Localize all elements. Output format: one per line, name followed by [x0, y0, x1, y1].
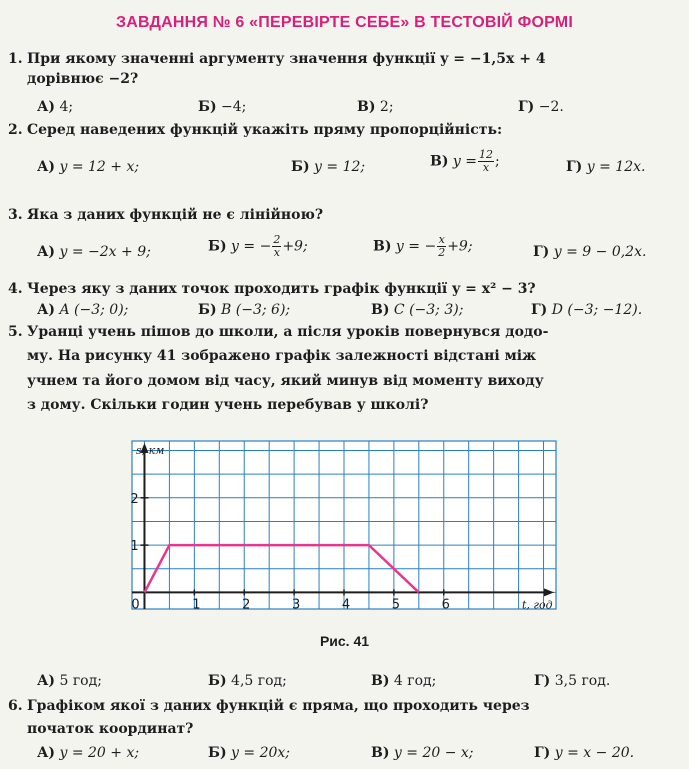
answer-option-d[interactable]: Г) −2. — [518, 99, 564, 115]
fraction: $\frac{x}{2}$ — [438, 233, 446, 259]
question-text: Яка з даних функцій не є лінійною? — [27, 207, 324, 223]
x-tick-label: 3 — [291, 597, 301, 613]
question-text: Серед наведених функцій укажіть пряму пропорційність: — [27, 122, 503, 138]
question-number: 5. — [8, 324, 23, 340]
question-text: дорівнює −2? — [27, 71, 139, 87]
answer-option-b[interactable]: Б) y = − $\frac{2}{x}$ +9; — [208, 233, 308, 259]
question-text: учнем та його домом від часу, який минув від моменту виходу — [27, 373, 544, 389]
answer-option-b[interactable]: Б) −4; — [198, 99, 247, 115]
x-tick-label: 4 — [341, 597, 351, 613]
question-number: 4. — [8, 281, 23, 297]
x-tick-label: 6 — [441, 597, 450, 613]
answer-option-a[interactable]: А) y = 20 + x; — [37, 745, 140, 761]
answer-option-c[interactable]: В) y = − $\frac{x}{2}$ +9; — [373, 233, 473, 259]
x-tick-label: 2 — [242, 597, 251, 613]
fraction: $\frac{12}{x}$ — [479, 148, 494, 174]
question-text: Графіком якої з даних функцій є пряма, що проходить через — [27, 698, 530, 714]
x-tick-label: 1 — [192, 597, 201, 613]
y-tick-label: 1 — [130, 539, 139, 555]
answer-option-a[interactable]: А) y = −2x + 9; — [37, 244, 151, 260]
answer-option-c[interactable]: В) y = 20 − x; — [371, 745, 474, 761]
answer-option-b[interactable]: Б) 4,5 год; — [208, 673, 287, 689]
x-tick-label: 0 — [131, 597, 140, 613]
answer-option-c[interactable]: В) 4 год; — [371, 673, 437, 689]
y-tick-label: 2 — [130, 491, 139, 507]
question-text: Через яку з даних точок проходить графік функції y = x² − 3? — [27, 281, 536, 297]
answer-option-b[interactable]: Б) B (−3; 6); — [198, 302, 291, 318]
answer-option-b[interactable]: Б) y = 12; — [291, 159, 366, 175]
answer-option-d[interactable]: Г) y = x − 20. — [534, 745, 635, 761]
question-number: 1. — [8, 51, 23, 67]
question-text: початок координат? — [27, 721, 194, 737]
figure-caption: Рис. 41 — [319, 633, 370, 649]
question-number: 2. — [8, 122, 23, 138]
answer-option-a[interactable]: А) 4; — [37, 99, 74, 115]
answer-option-b[interactable]: Б) y = 20x; — [208, 745, 291, 761]
distance-time-chart — [130, 441, 556, 613]
y-axis-label: s, км — [136, 444, 165, 457]
answer-option-d[interactable]: Г) y = 9 − 0,2x. — [533, 244, 647, 260]
answer-option-c[interactable]: В) 2; — [357, 99, 394, 115]
section-title: ЗАВДАННЯ № 6 «ПЕРЕВІРТЕ СЕБЕ» В ТЕСТОВІЙ ФОРМІ — [116, 14, 573, 31]
answer-option-a[interactable]: А) y = 12 + x; — [37, 159, 140, 175]
answer-option-c[interactable]: В) C (−3; 3); — [371, 302, 464, 318]
question-number: 3. — [8, 207, 23, 223]
answer-option-c[interactable]: В) y = $\frac{12}{x}$ ; — [430, 148, 500, 174]
answer-option-a[interactable]: А) 5 год; — [37, 673, 102, 689]
answer-option-d[interactable]: Г) 3,5 год. — [534, 673, 611, 689]
answer-option-d[interactable]: Г) D (−3; −12). — [531, 302, 643, 318]
question-number: 6. — [8, 698, 23, 714]
answer-option-a[interactable]: А) A (−3; 0); — [37, 302, 129, 318]
question-text: При якому значенні аргументу значення функції y = −1,5x + 4 — [27, 51, 546, 67]
x-tick-label: 5 — [391, 597, 401, 613]
answer-option-d[interactable]: Г) y = 12x. — [566, 159, 646, 175]
question-text: Уранці учень пішов до школи, а після уроків повернувся додо- — [27, 324, 549, 340]
question-text: з дому. Скільки годин учень перебував у школі? — [27, 397, 429, 413]
fraction: $\frac{2}{x}$ — [273, 233, 281, 259]
question-text: му. На рисунку 41 зображено графік залежності відстані між — [27, 348, 537, 364]
x-axis-label: t, год — [522, 598, 553, 612]
